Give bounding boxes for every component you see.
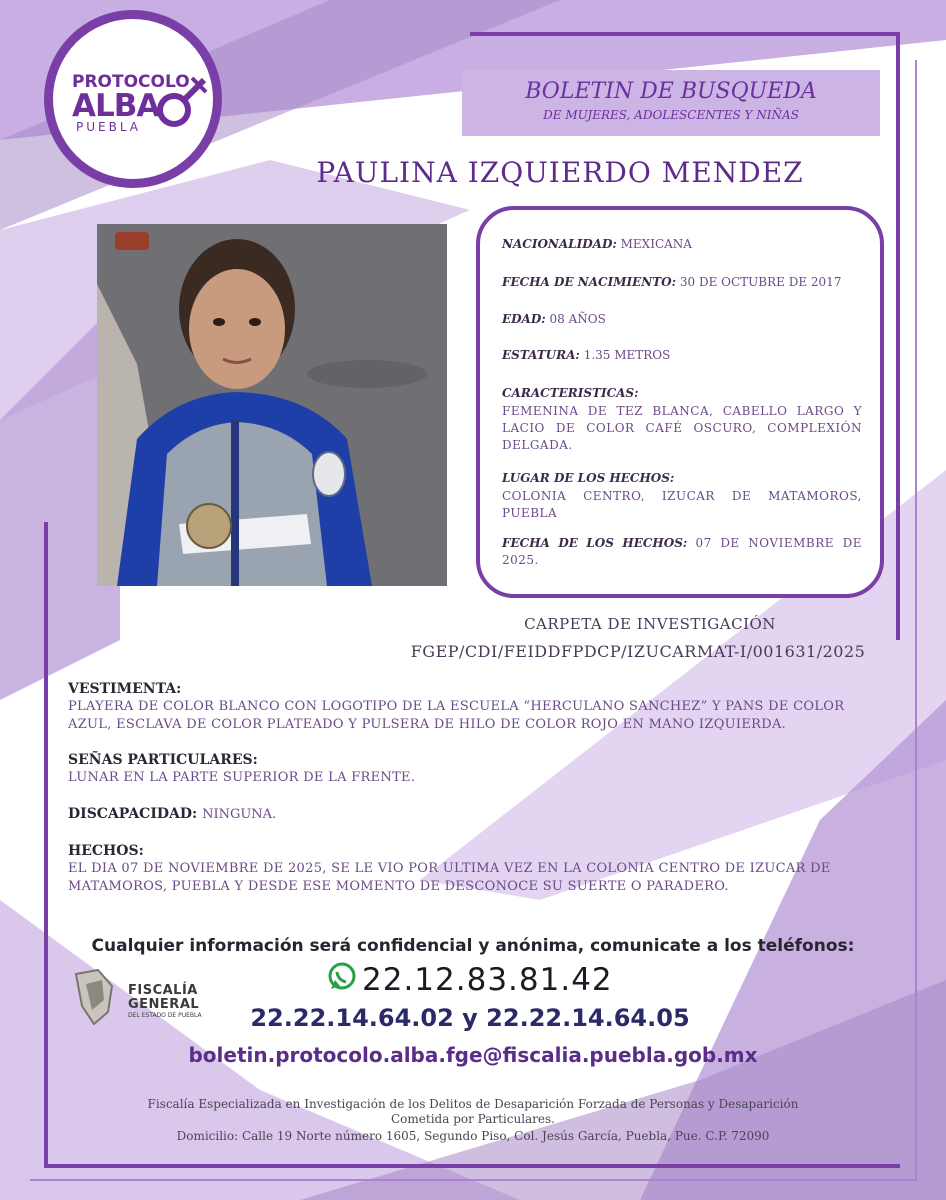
bulletin-subtitle: DE MUJERES, ADOLESCENTES Y NIÑAS bbox=[543, 108, 799, 122]
birthdate-value: 30 DE OCTUBRE DE 2017 bbox=[679, 275, 842, 289]
age-value: 08 AÑOS bbox=[549, 312, 606, 326]
fiscalia-line1: FISCALÍA bbox=[128, 983, 198, 998]
bulletin-title: BOLETIN DE BUSQUEDA bbox=[525, 79, 817, 104]
facts-value: EL DIA 07 DE NOVIEMBRE DE 2025, SE LE VIO POR ULTIMA VEZ EN LA COLONIA CENTRO DE IZUCAR DE MATAMOROS, PUEBLA Y DESDE ESE MOMENTO DE DESCONOCE SU SUERTE O PARADERO. bbox=[68, 861, 831, 894]
event-date-value: 07 DE NOVIEMBRE DE 2025. bbox=[502, 536, 862, 567]
age-row bbox=[502, 311, 862, 328]
nationality-label: NACIONALIDAD: bbox=[502, 237, 617, 251]
birthdate-label: FECHA DE NACIMIENTO: bbox=[502, 275, 677, 289]
case-file-number: FGEP/CDI/FEIDDFPDCP/IZUCARMAT-I/001631/2025 bbox=[410, 642, 866, 661]
whatsapp-icon bbox=[327, 961, 357, 991]
height-row bbox=[502, 347, 862, 364]
marks-label: SEÑAS PARTICULARES: bbox=[68, 752, 258, 768]
footer-line1: Fiscalía Especializada en Investigación de los Delitos de Desaparición Forzada de Personas y Desaparición bbox=[147, 1097, 799, 1111]
nationality-row bbox=[502, 236, 862, 253]
place-label-row bbox=[502, 470, 862, 487]
birthdate-row bbox=[502, 274, 862, 291]
case-file-label: CARPETA DE INVESTIGACIÓN bbox=[524, 615, 776, 633]
characteristics-label: CARACTERISTICAS: bbox=[502, 386, 639, 400]
confidential-notice: Cualquier información será confidencial y anónima, comunicate a los teléfonos: bbox=[91, 936, 855, 956]
fiscalia-line2: GENERAL bbox=[128, 997, 200, 1012]
facts-label: HECHOS: bbox=[68, 843, 144, 859]
place-value: COLONIA CENTRO, IZUCAR DE MATAMOROS, PUEBLA bbox=[502, 489, 862, 520]
characteristics-label-row bbox=[502, 385, 862, 402]
disability-value: NINGUNA. bbox=[202, 807, 277, 822]
disability-label: DISCAPACIDAD: bbox=[68, 806, 198, 822]
disability-row bbox=[68, 806, 276, 822]
phone-main[interactable]: 22.12.83.81.42 bbox=[362, 962, 613, 998]
contact-email[interactable]: boletin.protocolo.alba.fge@fiscalia.puebla.gob.mx bbox=[188, 1043, 758, 1067]
logo-text-protocolo: PROTOCOLO bbox=[72, 72, 190, 92]
event-date-row bbox=[502, 535, 862, 569]
marks-value: LUNAR EN LA PARTE SUPERIOR DE LA FRENTE. bbox=[68, 770, 416, 785]
phone-secondary[interactable]: 22.22.14.64.02 y 22.22.14.64.05 bbox=[250, 1004, 690, 1032]
footer-address: Domicilio: Calle 19 Norte número 1605, Segundo Piso, Col. Jesús García, Puebla, Pue. C.P. 72090 bbox=[176, 1129, 770, 1143]
event-date-label: FECHA DE LOS HECHOS: bbox=[502, 536, 688, 550]
logo-text-alba: ALBA bbox=[72, 88, 160, 124]
bulletin-header bbox=[462, 70, 880, 136]
person-photo bbox=[97, 224, 447, 586]
person-name: PAULINA IZQUIERDO MENDEZ bbox=[316, 156, 804, 189]
female-symbol-icon bbox=[148, 74, 210, 136]
age-label: EDAD: bbox=[502, 312, 546, 326]
clothing-value: PLAYERA DE COLOR BLANCO CON LOGOTIPO DE LA ESCUELA “HERCULANO SANCHEZ” Y PANS DE COLOR AZUL, ESCLAVA DE COLOR PLATEADO Y PULSERA DE HILO DE COLOR ROJO EN MANO IZQUIERDA. bbox=[68, 699, 845, 732]
height-label: ESTATURA: bbox=[502, 348, 580, 362]
nationality-value: MEXICANA bbox=[620, 237, 692, 251]
characteristics-value: FEMENINA DE TEZ BLANCA, CABELLO LARGO Y LACIO DE COLOR CAFÉ OSCURO, COMPLEXIÓN DELGADA. bbox=[502, 404, 862, 452]
logo-text-puebla: PUEBLA bbox=[76, 120, 142, 134]
fiscalia-line3: DEL ESTADO DE PUEBLA bbox=[128, 1012, 202, 1019]
clothing-label: VESTIMENTA: bbox=[68, 681, 182, 697]
height-value: 1.35 METROS bbox=[583, 348, 671, 362]
footer-line2: Cometida por Particulares. bbox=[391, 1112, 555, 1126]
place-label: LUGAR DE LOS HECHOS: bbox=[502, 471, 675, 485]
